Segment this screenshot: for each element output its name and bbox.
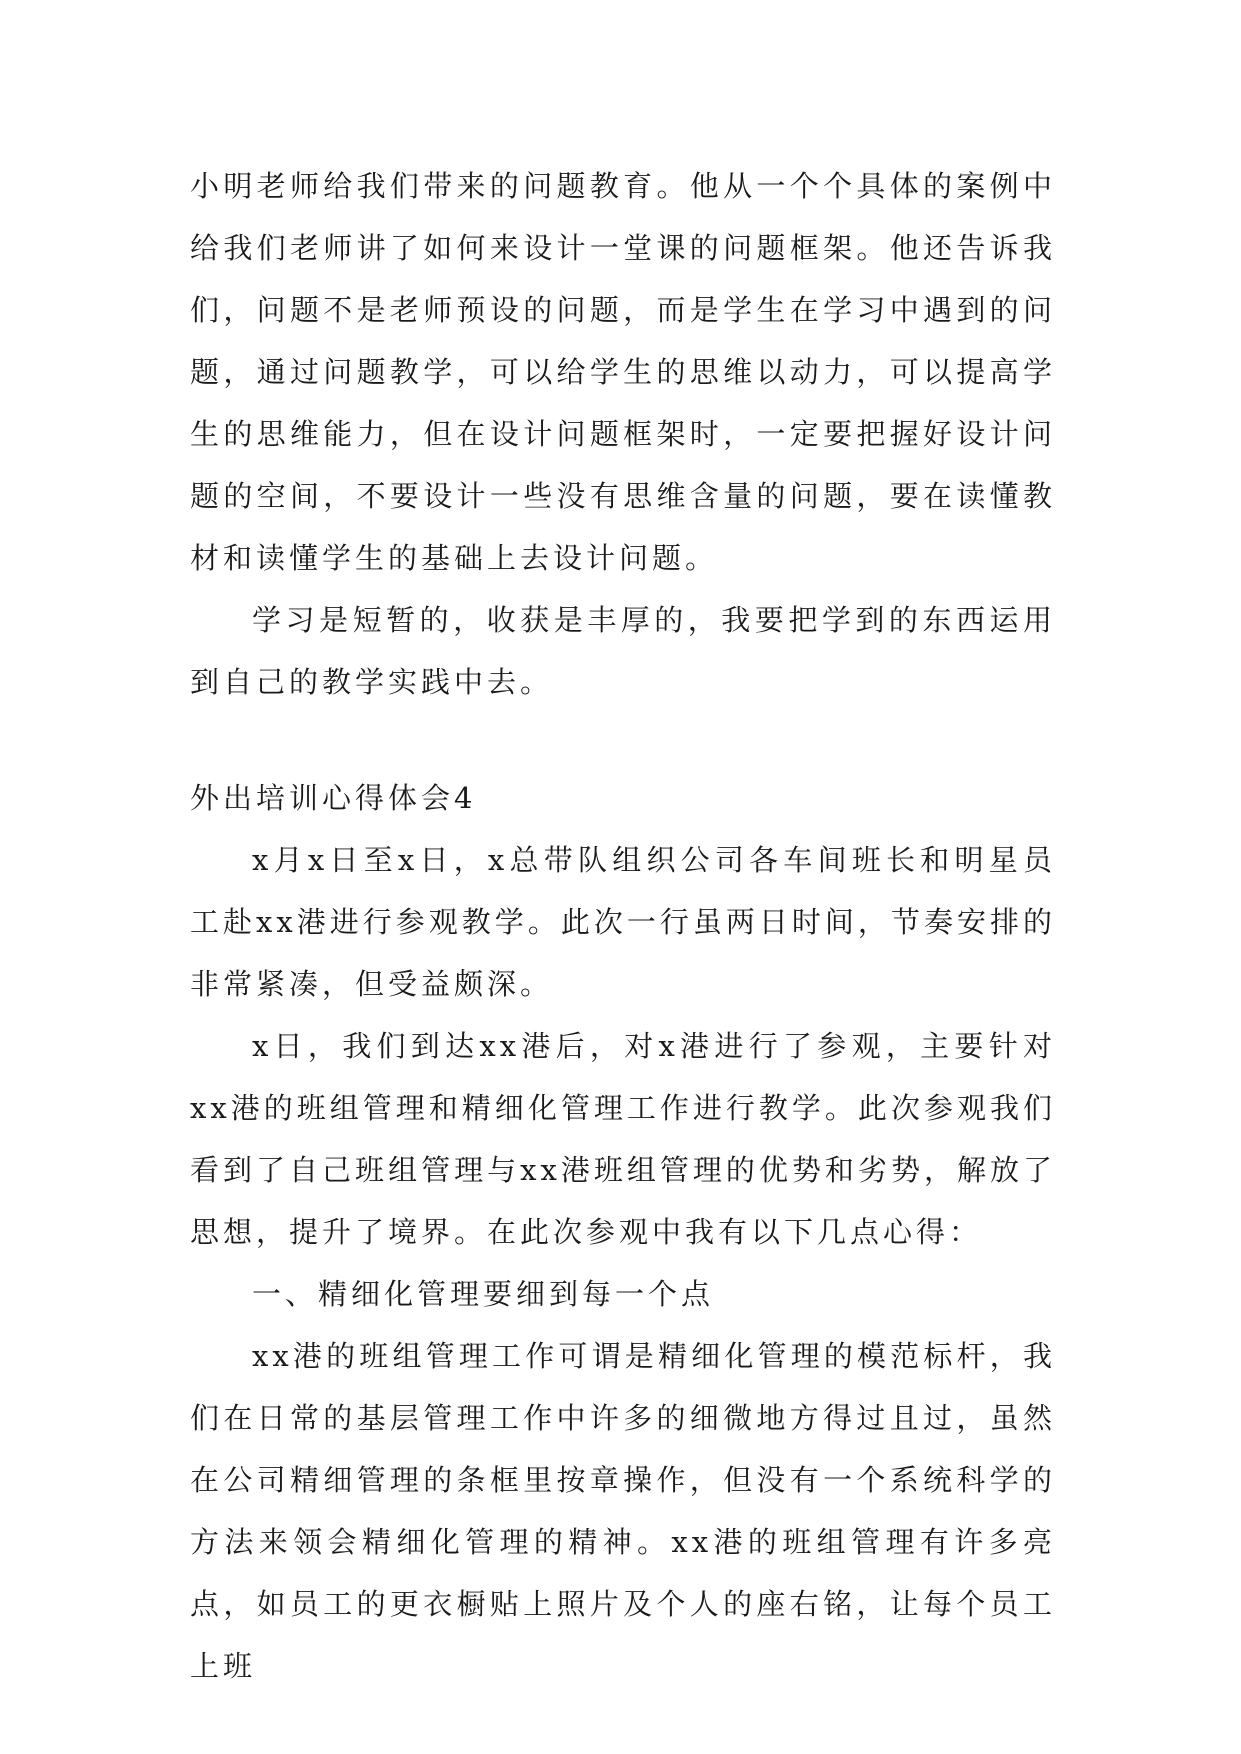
paragraph-visit-details: x日，我们到达xx港后，对x港进行了参观，主要针对xx港的班组管理和精细化管理工作进行教学。此次参观我们看到了自己班组管理与xx港班组管理的优势和劣势，解放了思想，提升了境界。在此次参观中我有以下几点心得： [190,1029,1056,1249]
document-body [190,155,1056,1697]
paragraph-point-one-heading: 一、精细化管理要细到每一个点 [252,1277,715,1311]
paragraph-learning-summary: 学习是短暂的，收获是丰厚的，我要把学到的东西运用到自己的教学实践中去。 [190,603,1056,699]
paragraph-point-one-body: xx港的班组管理工作可谓是精细化管理的模范标杆，我们在日常的基层管理工作中许多的细微地方得过且过，虽然在公司精细管理的条框里按章操作，但没有一个系统科学的方法来领会精细化管理的精神。xx港的班组管理有许多亮点，如员工的更衣橱贴上照片及个人的座右铭，让每个员工上班 [190,1339,1056,1683]
paragraph-visit-intro: x月x日至x日，x总带队组织公司各车间班长和明星员工赴xx港进行参观教学。此次一行虽两日时间，节奏安排的非常紧凑，但受益颇深。 [190,843,1056,1001]
section-title: 外出培训心得体会4 [190,781,477,815]
paragraph-question-teaching: 小明老师给我们带来的问题教育。他从一个个具体的案例中给我们老师讲了如何来设计一堂课的问题框架。他还告诉我们，问题不是老师预设的问题，而是学生在学习中遇到的问题，通过问题教学，可以给学生的思维以动力，可以提高学生的思维能力，但在设计问题框架时，一定要把握好设计问题的空间，不要设计一些没有思维含量的问题，要在读懂教材和读懂学生的基础上去设计问题。 [190,169,1056,575]
